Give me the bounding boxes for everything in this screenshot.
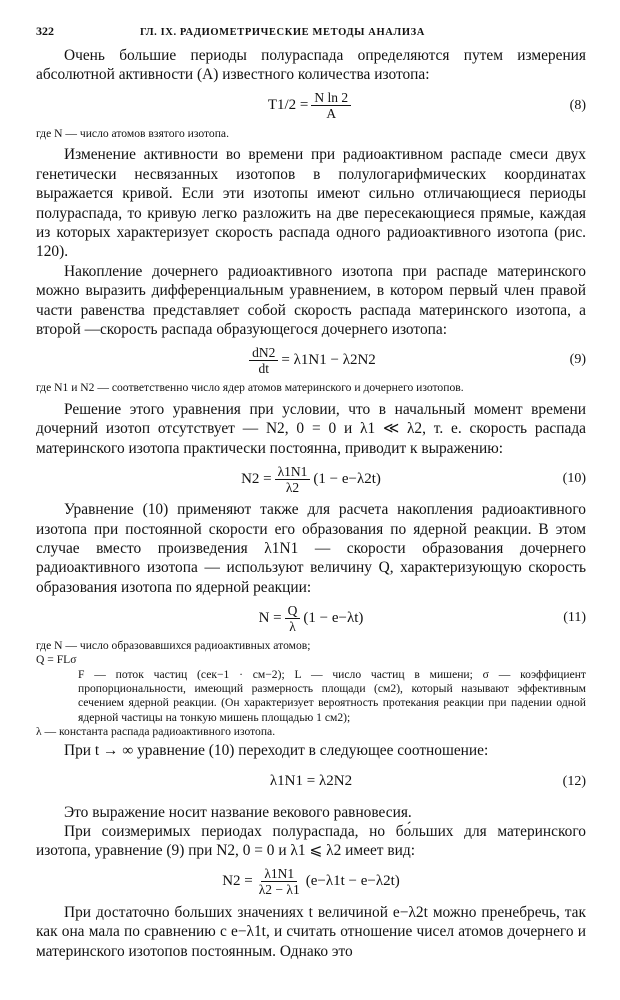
eq13-lhs: N2 = <box>222 873 253 890</box>
eq9-number: (9) <box>569 352 586 368</box>
eq13-rhs: (e−λ1t − e−λ2t) <box>305 873 400 890</box>
eq9-fraction <box>249 345 278 376</box>
eq11-lhs: N = <box>258 609 282 626</box>
eq13-fraction <box>256 866 303 897</box>
eq10-number: (10) <box>562 471 586 487</box>
paragraph-9: При достаточно больших значениях t величиной e−λ2t можно пренебречь, так как она мала по сравнению с e−λ1t, и считать отношение чисел атомов дочернего и материнского изотопов постоянным. Однако это <box>36 903 586 960</box>
note-9: где N1 и N2 — соответственно число ядер атомов материнского и дочернего изотопов. <box>36 381 464 395</box>
definition-lambda: λ — константа распада радиоактивного изотопа. <box>36 724 276 738</box>
eq10-numerator: λ1N1 <box>275 464 311 480</box>
paragraph-7: Это выражение носит название векового равновесия. <box>64 803 412 821</box>
note-8: где N — число атомов взятого изотопа. <box>36 126 229 140</box>
eq8-number: (8) <box>569 97 586 113</box>
equation-13 <box>36 863 586 901</box>
eq12-number: (12) <box>562 773 586 789</box>
equation-9 <box>36 341 586 379</box>
paragraph-1: Очень большие периоды полураспада определяются путем измерения абсолютной активности (A) известного количества изотопа: <box>36 47 586 84</box>
paragraph-2: Изменение активности во времени при радиоактивном распаде смеси двух генетически несвязанных изотопов в полулогарифмических координатах выражается кривой. Если эти изотопы имеют сильно отличающиеся периоды полураспада, то кривую легко разложить на две пересекающиеся прямые, каждая из которых характеризует скорость распада одного радиоактивного изотопа (рис. 120). <box>36 146 586 261</box>
paragraph-5: Уравнение (10) применяют также для расчета накопления радиоактивного изотопа при постоянной скорости его образования по ядерной реакции. В этом случае вместо произведения λ1N1 — скорости образования дочернего радиоактивного изотопа — используют величину Q, характеризующую скорость образования изотопа по ядерной реакции: <box>36 501 586 596</box>
eq8-fraction <box>311 90 351 121</box>
eq10-rhs: (1 − e−λ2t) <box>313 470 381 487</box>
paragraph-8: При соизмеримых периодах полураспада, но бо́льших для материнского изотопа, уравнение (9) при N2, 0 = 0 и λ1 ⩽ λ2 имеет вид: <box>36 823 586 860</box>
running-title: ГЛ. IX. РАДИОМЕТРИЧЕСКИЕ МЕТОДЫ АНАЛИЗА <box>140 27 425 38</box>
definitions-block <box>36 639 586 739</box>
eq10-denominator: λ2 <box>285 479 300 495</box>
definition-f: F — поток частиц (сек−1 · см−2); L — число частиц в мишени; σ — коэффициент пропорциональности, имеющий размерность площади (см2), который называют эффективным сечением ядерной реакции. (Он характеризует вероятность протекания реакции при падении одной ядерной частицы на тонкую мишень площадью 1 см2); <box>78 667 586 724</box>
equation-12 <box>36 763 586 801</box>
eq8-numerator: N ln 2 <box>311 90 351 106</box>
eq9-denominator: dt <box>258 360 270 376</box>
eq10-fraction <box>275 464 311 495</box>
eq11-rhs: (1 − e−λt) <box>303 609 364 626</box>
eq8-denominator: A <box>326 106 337 122</box>
equation-8 <box>36 87 586 125</box>
eq12-body: λ1N1 = λ2N2 <box>269 773 353 790</box>
definition-n: где N — число образовавшихся радиоактивных атомов; <box>36 639 311 653</box>
paragraph-6: При t → ∞ уравнение (10) переходит в следующее соотношение: <box>64 742 489 760</box>
eq11-denominator: λ <box>289 618 296 634</box>
eq9-numerator: dN2 <box>249 345 278 361</box>
eq11-number: (11) <box>563 610 586 626</box>
eq10-lhs: N2 = <box>241 470 272 487</box>
equation-11 <box>36 599 586 637</box>
eq8-lhs: T1/2 = <box>267 97 309 114</box>
eq11-numerator: Q <box>285 603 301 619</box>
book-page <box>36 24 586 961</box>
eq13-numerator: λ1N1 <box>261 866 297 882</box>
eq13-denominator: λ2 − λ1 <box>258 882 300 898</box>
definition-q: Q = FLσ <box>36 653 77 667</box>
eq11-fraction <box>285 603 301 634</box>
equation-10 <box>36 460 586 498</box>
running-header <box>36 24 586 46</box>
paragraph-3: Накопление дочернего радиоактивного изотопа при распаде материнского можно выразить дифференциальным уравнением, в котором первый член правой части равенства представляет собой скорость распада материнского изотопа, а второй —скорость распада образующегося дочернего изотопа: <box>36 262 586 338</box>
page-number: 322 <box>36 24 54 38</box>
eq9-rhs: = λ1N1 − λ2N2 <box>281 351 376 368</box>
paragraph-4: Решение этого уравнения при условии, что в начальный момент времени дочерний изотоп отсутствует — N2, 0 = 0 и λ1 ≪ λ2, т. е. скорость распада материнского изотопа практически постоянна, приводит к выражению: <box>36 400 586 457</box>
